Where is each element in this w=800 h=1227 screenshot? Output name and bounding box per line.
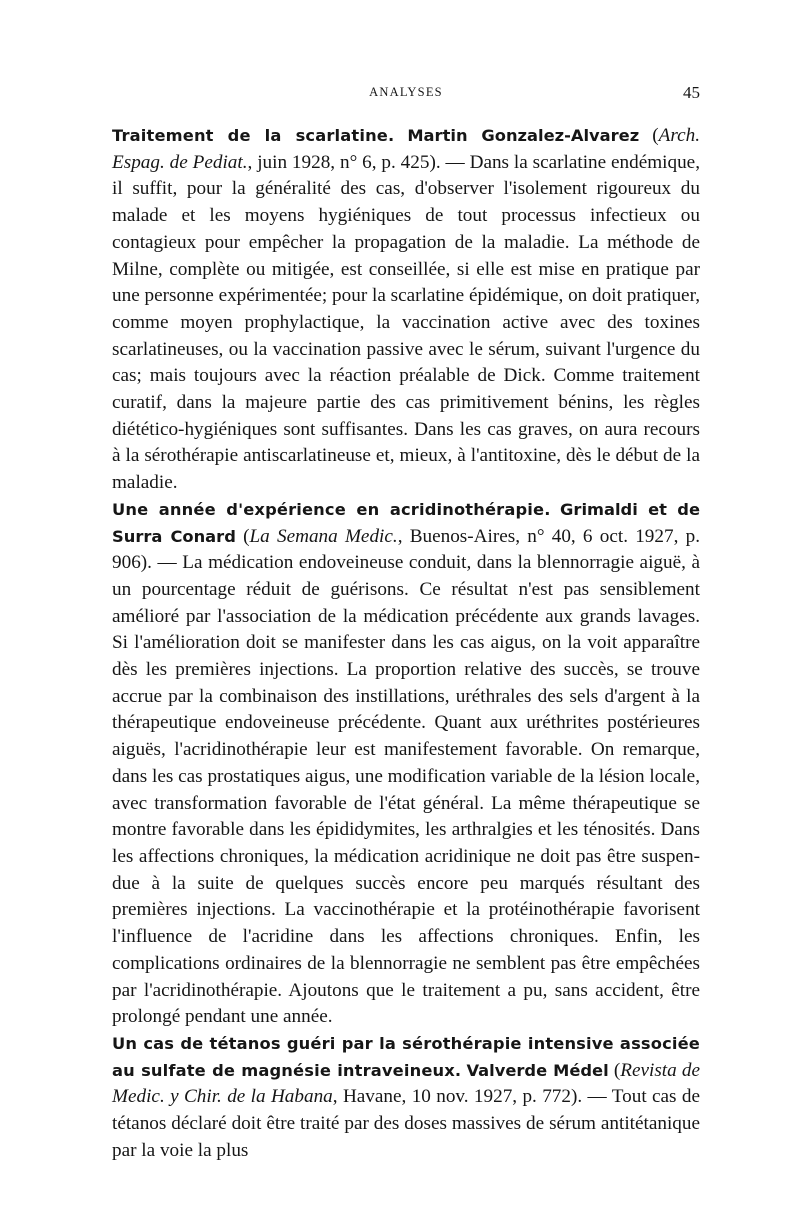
page-header (112, 83, 700, 103)
article-author: Martin Gonzalez-Alvarez (407, 126, 640, 145)
article-body: — La médication endoveineuse conduit, dans la blennorragie aiguë, à un pourcentage réduit de guérisons. Ce résultat n'est pas sensiblement amélioré par l'association de la médication précédente aux grands lavages. Si l'amélioration doit se manifester dans les cas aigus, on la voit apparaître dès les premières injections. La proportion relative des succès, se trouve accrue par la combinaison des instillations, uréthrales des sels d'argent à la thérapeutique endoveineuse précédente. Quant aux uréthrites postérieures aiguës, l'acridinothérapie leur est manifestement favorable. On remarque, dans les cas prostatiques aigus, une modification variable de la lésion locale, avec transformation favorable de l'état général. La même thérapeutique se montre favorable dans les épididymites, les arthralgies et les ténosités. Dans les affections chroniques, la médication acridinique ne doit pas être suspendue à la suite de quelques succès encore peu marqués résultant des premières injections. La vaccinothérapie et la protéinothérapie favorisent l'influence de l'acridine dans les affections chroniques. Enfin, les complications ordinaires de la blennorragie ne semblent pas être empêchées par l'acridinothérapie. Ajoutons que le traitement a pu, sans accident, être prolongé pendant une année. (112, 552, 700, 1028)
article-body: — Dans la scarlatine endémique, il suffit, pour la généralité des cas, d'observer l'isolement rigoureux du malade et les moyens hygiéniques de tout processus infectieux ou contagieux pour empêcher la propagation de la maladie. La méthode de Milne, complète ou mitigée, est conseillée, si elle est mise en pratique par une personne expérimentée; pour la scarlatine épidémique, on doit pratiquer, comme moyen prophylactique, la vaccination active avec des toxines scarlatineuses, ou la vaccination passive avec le sérum, suivant l'urgence du cas; mais toujours avec la réaction préalable de Dick. Comme traitement curatif, dans la majeure partie des cas primitivement bénins, les règles diétético-hygiéniques sont suffisantes. Dans les cas graves, on aura recours à la sérothérapie antiscarlatineuse et, mieux, à l'antitoxine, dès le début de la maladie. (112, 151, 700, 494)
article-tetanos (112, 1031, 700, 1165)
article-acridinotherapie (112, 497, 700, 1031)
article-body: — Tout cas de tétanos déclaré doit être traité par des doses massives de sérum antitétanique par la voie la plus (112, 1086, 700, 1161)
article-scarlatine (112, 123, 700, 497)
page-number: 45 (683, 83, 700, 102)
journal-name: La Semana Medic. (249, 525, 398, 547)
article-author: Valverde Médel (466, 1060, 609, 1080)
reference-open: ( (652, 125, 659, 146)
article-title: Un cas de tétanos guéri par la sérothérapie intensive associée au sulfate de magnésie intraveineux. (112, 1033, 700, 1080)
article-author: Grimaldi et de Surra Conard (112, 499, 701, 546)
article-title: Traitement de la scarlatine. (112, 126, 395, 145)
reference-details: , juin 1928, n° 6, p. 425). (247, 151, 441, 173)
page-body (112, 123, 700, 1164)
reference-open: ( (613, 1059, 621, 1081)
journal-name: Arch. Espag. de Pediat. (112, 125, 700, 173)
article-title: Une année d'expérience en acridinothérapie. (112, 499, 551, 519)
running-title: ANALYSES (369, 85, 443, 99)
reference-details: , Havane, 10 nov. 1927, p. 772). (332, 1086, 583, 1108)
reference-details: , Buenos-Aires, n° 40, 6 oct. 1927, p. 906). (112, 525, 700, 574)
journal-name: Revista de Medic. y Chir. de la Habana (112, 1059, 701, 1108)
reference-open: ( (243, 525, 250, 547)
